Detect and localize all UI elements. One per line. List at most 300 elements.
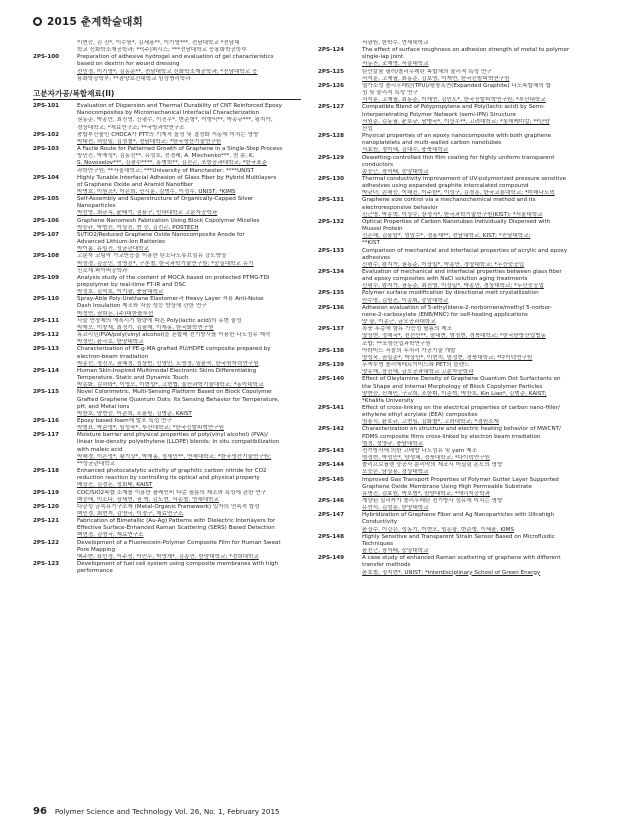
abstract-entry: [33, 196, 301, 217]
entry-line: 이현승, 김 진*, 이수원*, 김세용**, 이기영***, 전남대학교 *전남대: [77, 40, 240, 46]
entry-line: Adhesion evaluation of 5-ethylidene-2-norbornene/methyl 5-norbor-: [362, 304, 552, 311]
entry-code: 2PS-121: [33, 518, 60, 525]
entry-line: 양현승, 신재민, 구교희, 조한휘, 이준혁, 박찬호, Kin Liao*, 김범준, KAIST;: [362, 390, 547, 397]
entry-code: 2PS-103: [33, 146, 60, 153]
entry-code: 2PS-125: [318, 68, 345, 75]
entry-text: [362, 133, 586, 154]
entry-text: [77, 40, 301, 54]
entry-text: [77, 232, 301, 253]
entry-line: and epoxy composites with NaCl solution aging treatments: [362, 276, 528, 283]
entry-line: Human Skin-Inspired Multimodal Electronic Skins Differentiating: [77, 367, 257, 374]
entry-line: 서석훈, 고재필, 최동준, 이재연, 김민도*, 한국신발피혁연구원; *부산대학교: [362, 97, 546, 104]
entry-line: 박선영, 최규옥, 윤태기, 권용구, 인하대학교 고분자공학과: [77, 210, 218, 217]
entry-line: electroresponsive behavior: [362, 204, 438, 211]
entry-line: Pore Mapping: [77, 546, 115, 553]
abstract-entry: [33, 368, 301, 389]
entry-line: Graphene size control via a mechanochemical method and its: [362, 197, 536, 204]
entry-line: 윤상수, 이강은, 성동기, 이현오, 엄문광, 변준형, 이세윤, KIMS: [362, 526, 515, 533]
entry-line: Characterization on structure and electric heating behavior of MWCNT/: [362, 426, 561, 433]
entry-line: conductors: [362, 161, 394, 168]
entry-line: of Graphene Oxide and Aramid Nanofiber: [77, 181, 194, 188]
entry-code: 2PS-112: [33, 332, 60, 339]
entry-line: Graphene Oxide Membrane Using High Permeable Substrate: [362, 483, 532, 490]
entry-code: 2PS-126: [318, 82, 345, 89]
abstract-entry: [318, 104, 586, 133]
entry-line: Physical properties of an epoxy nanocomposite with both graphene: [362, 133, 552, 140]
entry-line: 권동준, 박종만, 최진영, 신평수, 이진우*, 변준형*, 이형익**, 박종규***, 왕지가,: [77, 117, 273, 124]
entry-line: 신근영, 박종혁, 이상수, 장정식*, 한국과학기술연구원(KIST); *서울대학교: [362, 211, 543, 218]
abstract-entry: [33, 103, 301, 132]
entry-line: 충합부산물인 CHDCA가 PTT의 기계적 물성 및 결정화 거동에 미치는 영향: [77, 131, 259, 138]
entry-text: [77, 132, 301, 146]
entry-text: [77, 296, 301, 317]
entry-line: 백연경, 김영국, 재료연구소: [77, 532, 144, 539]
entry-line: 폴리프로필렌 중공사 분리막의 제조시 어닐링 온도의 영향: [362, 462, 503, 469]
entry-code: 2PS-130: [318, 175, 345, 182]
entry-line: 신평수, 왕지가, 권동준, 이상일*, 박종만, 경상대학교; *두산중공업: [362, 261, 525, 268]
entry-text: [362, 534, 586, 555]
entry-line: 송승근, 장석태, 중앙대학교: [362, 168, 429, 175]
entry-line: linear low-density polyethylene (LLDPE) blends: In situ compatibilization: [77, 439, 280, 446]
entry-text: [77, 432, 301, 468]
abstract-entry: [318, 362, 586, 376]
entry-line: Techniques: [362, 540, 394, 547]
entry-text: [77, 418, 301, 432]
entry-code: 2PS-124: [318, 47, 345, 54]
entry-line: 유연석, 김성훈, 한양대학교: [362, 505, 429, 512]
entry-line: 박재오, 이창재, 최정기, 김필재, 이재홍, 한국화학연구원: [77, 324, 214, 331]
entry-code: 2PS-134: [318, 269, 345, 275]
entry-line: 폭풍 후층에 함유 가능성 필름의 제조: [362, 326, 452, 333]
entry-text: [77, 218, 301, 232]
entry-line: PDMS composite films cross-linked by electron beam irradiation: [362, 433, 541, 440]
entry-text: [362, 448, 586, 462]
entry-line: 탄산칼슘 필러/폴리우레탄 복합체의 물리적 특성 연구: [362, 68, 492, 75]
entry-code: 2PS-116: [33, 417, 60, 424]
entry-line: 박형표, 박준영*, 임성욱*, 부산대학교; *한국신발피혁연구원: [77, 425, 225, 432]
abstract-entry: [33, 54, 301, 83]
entry-line: nene-2-carboxylate (ENB/MNC) for self-healing applications: [362, 311, 528, 318]
entry-line: Evaluation of mechanical and interfacial properties between glass fiber: [362, 269, 562, 275]
entry-code: [33, 40, 77, 54]
entry-line: **KIST: [362, 240, 380, 247]
entry-line: Improved Gas Transport Properties of Polymer Gutter Layer Supported: [362, 476, 559, 483]
abstract-entry: [33, 318, 301, 332]
abstract-entry: [33, 232, 301, 253]
entry-line: 성 및 물리적 특성 연구: [362, 90, 418, 97]
entry-code: 2PS-111: [33, 317, 60, 324]
entry-text: [77, 468, 301, 489]
entry-line: 다공성 금속유기구조체 (Metal-Organic Framework) 입자의 연속적 합성: [77, 503, 260, 510]
circle-bullet-icon: [33, 17, 42, 26]
entry-code: [318, 40, 362, 47]
page-number: 96: [33, 806, 47, 817]
entry-line: 열가소성 폴리우레탄(TPU)/팽창흑연(Expanded Graphite) 나노복합체의 합: [362, 82, 551, 89]
entry-line: adhesives: [362, 254, 391, 261]
entry-line: S. Novoselov***, 김광수****, 홍병희**, 김진곤, 포항공과대학교; *한국표준: [77, 160, 268, 167]
entry-text: [362, 155, 586, 176]
abstract-entry: [318, 176, 586, 197]
entry-line: Nanocomposites by Micromechanical Interfacial Characterization: [77, 110, 260, 117]
entry-text: [362, 83, 586, 104]
entry-code: 2PS-117: [33, 432, 60, 439]
entry-line: Characterization of PE-g-MA grafted PU/HDPE composite prepared by: [77, 346, 271, 353]
entry-code: 2PS-140: [318, 376, 345, 383]
entry-line: 백주현, 표민경, 이주성, 이민우, 박영재*, 김종만, 한양대학교; *경희대학교: [77, 553, 259, 560]
entry-code: 2PS-128: [318, 133, 345, 140]
entry-line: 사슬 연장제의 에폭시기 함량에 따른 Poly(lactic acid)의 유변 물성: [77, 317, 242, 324]
abstract-entry: [33, 418, 301, 432]
entry-text: [362, 248, 586, 269]
entry-text: [77, 275, 301, 296]
entry-text: [362, 326, 586, 347]
abstract-entry: [318, 305, 586, 326]
entry-line: 아라미드 직물의 후처리 가공기술 개발: [362, 347, 456, 354]
entry-text: [362, 290, 586, 304]
right-entries: [318, 40, 586, 577]
entry-line: 박규녀, 손해승, 이해진, 이주한*, 이성구, 김경훈, 한국교통대학교; *미래나노텍: [362, 190, 555, 197]
entry-code: 2PS-123: [33, 561, 60, 568]
entry-code: 2PS-100: [33, 54, 60, 61]
abstract-entry: [33, 40, 301, 54]
entry-text: [362, 47, 586, 68]
entry-code: 2PS-105: [33, 196, 60, 203]
abstract-entry: [318, 155, 586, 176]
entry-line: 윤호철, 정지현*, UNIST; *Interdisciplinary School of Green Energy: [362, 569, 541, 576]
entry-code: 2PS-129: [318, 154, 345, 161]
entry-line: with maleic acid: [77, 446, 123, 453]
entry-code: 2PS-120: [33, 503, 60, 510]
abstract-entry: [33, 504, 301, 518]
entry-line: 서석훈, 고재필, 최동준, 김보영, 이재연, 한국신발피혁연구원: [362, 75, 510, 82]
entry-line: Novel Colorimetric, Multi-Sensing Platform Based on Block Copolymer: [77, 389, 273, 396]
abstract-entry: [318, 326, 586, 347]
abstract-entry: [33, 561, 301, 575]
entry-code: 2PS-101: [33, 103, 60, 110]
entry-code: 2PS-148: [318, 533, 345, 540]
entry-text: [77, 253, 301, 274]
entry-line: Dash Insulation 제조와 차음 성능 향상에 관한 연구: [77, 303, 207, 310]
entry-line: 박병호, 이원오*, 이은희, 민시훈, 김병수, 이정수, UNIST; *KIMS: [77, 188, 236, 195]
entry-code: 2PS-131: [318, 197, 345, 204]
abstract-entry: [318, 290, 586, 304]
entry-code: 2PS-149: [318, 555, 345, 562]
entry-line: 서효원, 정미혜, 김대수, 충북대학교: [362, 147, 449, 154]
entry-line: single-lap joint: [362, 54, 404, 61]
abstract-entry: [318, 534, 586, 555]
entry-code: 2PS-114: [33, 367, 60, 374]
entry-text: [362, 197, 586, 218]
abstract-entry: [33, 346, 301, 367]
page-footer: [33, 806, 586, 817]
entry-line: performance: [77, 568, 113, 575]
entry-code: 2PS-108: [33, 253, 60, 260]
entry-text: [77, 490, 301, 504]
entry-line: Advanced Lithium-Ion Batteries: [77, 239, 166, 246]
abstract-entry: [33, 389, 301, 418]
entry-line: 염정현, 박성민*, 양성혜, 경북대학교; *다이텍연구원: [362, 455, 490, 462]
entry-text: [362, 305, 586, 326]
entry-line: Dewetting-controlled thin film coating for highly uniform transparent: [362, 154, 555, 161]
abstract-entry: [33, 432, 301, 468]
entry-line: *Khalifa University: [362, 397, 414, 404]
entry-code: 2PS-104: [33, 174, 60, 181]
abstract-entry: [318, 376, 586, 405]
entry-line: Preparation of adhesive hydrogel and evaluation of gel characteristics: [77, 54, 274, 61]
entry-code: 2PS-115: [33, 389, 60, 396]
abstract-entry: [33, 146, 301, 175]
section-title: 고분자가공/복합재료(II): [33, 90, 301, 100]
entry-text: [362, 176, 586, 197]
entry-line: Spray-Able Poly-Urethane Elastomer과 Heavy Layer 적용 Anti-Noise: [77, 296, 264, 303]
abstract-entry: [318, 219, 586, 248]
entry-line: 백민경, 최현지, 김영국, 이정구, 재료연구소: [77, 511, 184, 517]
abstract-entry: [318, 47, 586, 68]
entry-code: 2PS-102: [33, 131, 60, 138]
entry-code: 2PS-136: [318, 304, 345, 311]
entry-line: 계량된 실리카가 폴리우레탄 전기방사 섬유에 미치는 영향: [362, 498, 503, 504]
entry-line: Interpenetrating Polymer Network (semi-IPN) Structure: [362, 111, 516, 118]
abstract-entry: [318, 498, 586, 512]
entry-text: [362, 405, 586, 426]
entry-line: 양유재, 장진해, 금오공과대학교 고분자공학과: [362, 369, 474, 376]
entry-text: [362, 40, 586, 47]
entry-text: [77, 540, 301, 561]
entry-line: Mussel Protein: [362, 226, 403, 233]
abstract-entry: [318, 512, 586, 533]
entry-code: 2PS-142: [318, 426, 345, 433]
entry-line: Temperature, Static and Dynamic Touch: [77, 375, 189, 382]
entry-line: 백승해, 이소나, 장세연, 권 혁, 김도현, 서종철, 연세대학교: [77, 496, 219, 503]
entry-code: 2PS-146: [318, 498, 345, 504]
entry-line: 용화학공학부; **광양보건대학교 임상병리학과: [77, 75, 191, 82]
entry-line: 무색투명 폴리에테르이미드와 PET의 블렌드: [362, 362, 470, 369]
entry-line: 산업: [362, 125, 373, 132]
entry-code: 2PS-106: [33, 217, 60, 224]
entry-line: 조합; **포항산업과학연구원: [362, 340, 431, 347]
entry-code: 2PS-135: [318, 290, 345, 297]
entry-text: [362, 362, 586, 376]
entry-line: prepolymer by real-time FT-IR and DSC: [77, 282, 187, 288]
abstract-entry: [318, 462, 586, 476]
entry-line: 박찬호, 양현승, 이준희, 조흥원, 김병준, KAIST: [77, 410, 192, 417]
entry-line: A case study of enhanced Raman scattering of graphene with different: [362, 555, 561, 562]
right-column: [318, 40, 586, 785]
entry-line: Polymer surface modification by directional melt crystallization: [362, 290, 539, 297]
abstract-entry: [33, 218, 301, 232]
abstract-entry: [318, 40, 586, 47]
entry-line: 엄용식, 윤호규, 고현임, 김화철*, 고려대학교; *경원소재: [362, 419, 499, 426]
conference-header: [33, 14, 143, 29]
entry-text: [362, 426, 586, 447]
abstract-entry: [318, 269, 586, 290]
entry-text: [77, 504, 301, 518]
entry-line: ethylene ethyl acrylate (EEA) composites: [362, 412, 478, 419]
entry-line: Comparison of mechanical and interfacial properties of acrylic and epoxy: [362, 247, 568, 254]
entry-line: Development of fuel cell system using composite membranes with high: [77, 561, 279, 568]
abstract-entry: [33, 490, 301, 504]
abstract-entry: [318, 405, 586, 426]
entry-line: Effective Surface-Enhanced Raman Scattering (SERS) Based Detection: [77, 525, 275, 532]
entry-text: [77, 368, 301, 389]
abstract-entry: [318, 348, 586, 362]
entry-text: [77, 518, 301, 539]
entry-line: 신소재.파이버공학과: [77, 267, 128, 274]
left-top-entries: [33, 40, 301, 83]
entry-line: 배상진, 김경돈, 정회태, KAIST: [77, 482, 153, 489]
entry-line: 양성욱, 권일준*, 박상민*, 이현지, 염정현, 경북대학교; *다이텍연구원: [362, 354, 533, 361]
entry-code: 2PS-144: [318, 462, 345, 469]
entry-line: 박종화, 김하라*, 이영오, 이현성*, 고현협, 울산과학기술대학교; *동아대학교: [77, 382, 264, 389]
entry-text: [77, 103, 301, 132]
entry-line: 양상현, 정해국*, 전선민**, 장대현, 염정현, 경북대학교; *한국한방산업협동: [362, 333, 546, 340]
entry-line: Highly Sensitive and Transparent Strain Sensor Based on Microfluidic: [362, 533, 555, 540]
entry-line: adhesives using expanded graphite intercalated compound: [362, 183, 529, 190]
entry-code: 2PS-139: [318, 362, 345, 369]
abstract-entry: [318, 555, 586, 576]
entry-line: Compatible Blend of Polypropylene and Poly(lactic acid) by Semi-: [362, 104, 545, 111]
entry-text: [362, 348, 586, 362]
abstract-entry: [33, 175, 301, 196]
entry-text: [77, 175, 301, 196]
entry-text: [362, 512, 586, 533]
entry-line: A Facile Route for Patterned Growth of Graphene in a Single-Step Process: [77, 146, 283, 153]
entry-line: 박해경, 이은영*, 황기상*, 박재홍, 정세민**, 연세대학교; *한국생산기술연구원;: [77, 453, 272, 460]
entry-code: 2PS-110: [33, 296, 60, 303]
entry-text: [77, 561, 301, 575]
entry-line: Optical Properties of Carbon Nanotubes Individually Dispersed with: [362, 218, 551, 225]
abstract-entry: [33, 332, 301, 346]
entry-text: [362, 69, 586, 83]
entry-line: 서광원, 한학수, 연세대학교: [362, 40, 429, 46]
abstract-entry: [33, 468, 301, 489]
entry-text: [77, 54, 301, 83]
entry-line: Nanoparticles: [77, 203, 116, 210]
entry-code: 2PS-113: [33, 346, 60, 353]
abstract-entry: [318, 133, 586, 154]
journal-citation: Polymer Science and Technology Vol. 26, No. 1, February 2015: [54, 807, 280, 816]
entry-text: [362, 219, 586, 248]
entry-text: [362, 462, 586, 476]
entry-code: 2PS-141: [318, 404, 345, 411]
entry-code: 2PS-138: [318, 347, 345, 354]
abstract-entry: [318, 83, 586, 104]
entry-line: electron-beam irradiation: [77, 353, 149, 360]
entry-line: 경상대학교; *재료연구소; **국방과학연구소: [77, 124, 185, 131]
entry-line: 박정경, 김승민, 정영진*, 구본철, 한국과학기술연구원; *숭실대학교 유기: [77, 260, 254, 267]
entry-code: 2PS-133: [318, 247, 345, 254]
entry-line: the Shape and Internal Morphology of Block Copolymer Particles: [362, 383, 543, 390]
entry-code: 2PS-132: [318, 218, 345, 225]
entry-text: [77, 196, 301, 217]
entry-line: Effect of cross-linking on the electrical properties of carbon nano-filler/: [362, 404, 560, 411]
entry-code: 2PS-109: [33, 274, 60, 281]
entry-line: 서원준, 김동필, 윤호규, 남병국*, 이상우**, 고려대학교; *롯데케미칼; **단양: [362, 118, 550, 125]
entry-line: 박대선, 허암일, 김정철*, 전남대학교; *한국생산기술연구원: [77, 138, 222, 145]
entry-line: Evaluation of Dispersion and Thermal Durability of CNT Reinforced Epoxy: [77, 103, 282, 110]
entry-line: 휴코리딘/PVA/poly(vinyl alcohol)을 혼합해 전기방사를 이용한 나노섬유 제작: [77, 332, 271, 339]
entry-line: Enhanced photocatalytic activity of graphitic carbon nitride for CO2: [77, 468, 267, 475]
entry-code: 2PS-127: [318, 104, 345, 111]
entry-line: 고분자 코팅막 가교반응을 이용한 탄소나노튜브섬유 강도향상: [77, 253, 227, 260]
entry-code: 2PS-145: [318, 476, 345, 483]
entry-line: Moisture barrier and physical properties of poly(vinyl alcohol) (PVA)/: [77, 432, 268, 439]
entry-line: Fabrication of Bimetallic (Au-Ag) Patterns with Dielectric Interlayers for: [77, 518, 276, 525]
entry-text: [362, 104, 586, 133]
entry-text: [77, 318, 301, 332]
entry-line: 방민진, 박재성*, 김동진**, 유성호, 전경래, A. Mischenko***, 천 송, K.: [77, 153, 255, 160]
entry-line: Self-Assembly and Superstructure of Organically-Capped Silver: [77, 196, 254, 203]
entry-line: based on dextrin for wound dressing: [77, 61, 180, 68]
entry-code: 2PS-143: [318, 447, 345, 454]
entry-text: [362, 555, 586, 576]
entry-text: [77, 389, 301, 418]
entry-code: 2PS-137: [318, 326, 345, 333]
entry-line: 박정연, 권희돈, (주)대한솔루션: [77, 310, 154, 317]
entry-line: Analysis study of the content of MOCA based on protected PTMG-TDI: [77, 274, 270, 281]
entry-line: **성균관대학교: [77, 460, 116, 467]
entry-line: Hybridization of Graphene Fiber and Ag Nanoparticles with Ultrahigh: [362, 512, 555, 519]
entry-line: 서동진, 조재영, 서울대학교: [362, 61, 429, 68]
entry-line: 신평수, 왕지가, 권동준, 최진영, 이상일*, 박종만, 경상대학교; *두산중공업: [362, 283, 544, 290]
entry-code: 2PS-122: [33, 539, 60, 546]
abstract-entry: [33, 518, 301, 539]
abstract-entry: [33, 275, 301, 296]
abstract-entry: [318, 69, 586, 83]
entry-line: The effect of surface roughness on adhesion strength of metal to polymer: [362, 47, 570, 54]
entry-code: 2PS-119: [33, 489, 60, 496]
abstract-entry: [33, 296, 301, 317]
entry-line: 박정민, 윤극로, 한양대학교: [77, 339, 144, 346]
abstract-entry: [33, 253, 301, 274]
entry-line: 과학연구원; **서울대학교; ***University of Manchester; ****UNIST: [77, 167, 254, 174]
entry-line: Graphene Nanomesh Fabrication Using Block Copolymer Micelles: [77, 217, 260, 224]
entry-line: 박승규, 박범진, 이상진, 현 승, 김진곤, POSTECH: [77, 224, 199, 231]
entry-line: 양 광, 이종근, 금오공과대학교: [362, 319, 436, 326]
entry-line: 염정, 정영규, 충남대학교: [362, 440, 424, 447]
entry-text: [362, 498, 586, 512]
entry-line: Si/TiO2/Reduced Graphene Oxide Nanocomposite Anode for: [77, 231, 245, 238]
entry-line: Highly Tunable Interfacial Adhesion of Glass Fiber by Hybrid Multilayers: [77, 174, 277, 181]
entry-line: 오승은, 남상용, 경상대학교: [362, 469, 429, 476]
entry-line: 전민정, 이기영*, 김동운**, 전남대학교 신화학소재공학과; *전남대학교 응: [77, 68, 258, 75]
entry-line: reduction reaction by controlling its optical and physical property: [77, 475, 260, 482]
abstract-entry: [33, 132, 301, 146]
entry-line: Grafted Graphene Quantum Dots: Its Sensing Behavior for Temperature,: [77, 396, 280, 403]
entry-line: 윤선근, 장석태, 중앙대학교: [362, 548, 429, 555]
left-column: [33, 40, 301, 785]
entry-line: Thermal conductivity improvement of UV-polymerized pressure sensitive: [362, 175, 567, 182]
entry-line: transfer methods: [362, 562, 411, 569]
entry-text: [77, 332, 301, 346]
abstract-entry: [318, 477, 586, 498]
entry-line: 박정호, 김석호, 이기광, 충남대학교: [77, 289, 164, 296]
entry-line: 유명진, 김효원, 박호범*, 한양대학교; *에너지공학과: [362, 490, 490, 497]
entry-text: [77, 146, 301, 175]
entry-line: 박이룸, 유일진, 성균관대학교: [77, 246, 149, 253]
entry-code: 2PS-107: [33, 231, 60, 238]
entry-code: 2PS-118: [33, 468, 60, 475]
left-entries: [33, 103, 301, 575]
entry-line: 박종선, 정진오, 권혜정, 정상빈, 신영민, 노영정, 임윤묵, 한국원자력연구원: [77, 360, 259, 367]
entry-line: COC/SiO2복합 소재를 이용한 플레인비 다층 필름의 제조와 특성에 관한 연구: [77, 489, 267, 496]
entry-line: Conductivity: [362, 519, 398, 526]
entry-code: 2PS-147: [318, 512, 345, 519]
entry-line: 학교 신화학소재공학과; **(주)퍼시스; ***전남대학교 응용화학공학부: [77, 47, 247, 54]
entry-line: 안수영, 김원진, 이종휘, 중앙대학교: [362, 297, 449, 304]
entry-line: Epoxy based foam에 발포 특성 연구: [77, 417, 172, 424]
entry-line: 신은해, 김융암*, 엄암수*, 정용재**, 전남대학교, KIST; *전남대학교;: [362, 233, 531, 240]
